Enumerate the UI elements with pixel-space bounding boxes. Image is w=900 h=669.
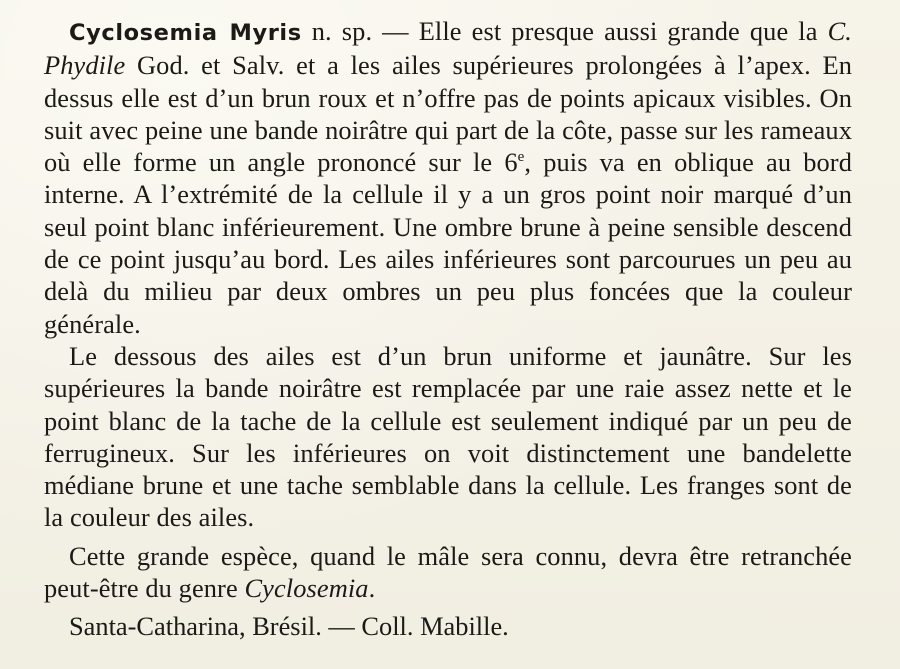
superscript: e [517,149,525,166]
remark-text: Cette grande espèce, quand le mâle sera connu, devra être retranchée peut-être du genre [44,540,852,604]
locality-line: Santa-Catharina, Brésil. — Coll. Mabille. [69,611,509,642]
genus-name: Cyclosemia [244,573,369,604]
species-description-paragraph [44,15,852,340]
species-name: Cyclosemia Myris [69,20,302,46]
description-intro: n. sp. — Elle est presque aussi grande que la [301,16,828,46]
remark-end: . [368,573,376,604]
compared-species-name: C. Phydile [44,16,853,81]
underside-paragraph: Le dessous des ailes est d’un brun uniforme et jaunâtre. Sur les supérieures la bande noirâtre est remplacée par une raie assez nette et le point blanc de la tache de la cellule est seulement indiqué par un peu de ferrugineux. Sur les inférieures on voit distinctement une bandelette médiane brune et une tache semblable dans la cellule. Les franges sont de la couleur des ailes. [44,340,852,533]
description-text: God. et Salv. et a les ailes supérieures prolongées à l’apex. En dessus elle est d’un brun roux et n’offre pas de points apicaux visibles. On suit avec peine une bande noirâtre qui part de la côte, passe sur les rameaux où elle forme un angle prononcé sur le 6 [44,50,852,178]
remark-paragraph [44,540,852,605]
description-rest: , puis va en oblique au bord interne. A l’extrémité de la cellule il y a un gros point noir marqué d’un seul point blanc inférieurement. Une ombre brune à peine sensible descend de ce point jusqu’au bord. Les ailes inférieures sont parcourues un peu au delà du milieu par deux ombres un peu plus foncées que la couleur générale. [44,147,852,339]
